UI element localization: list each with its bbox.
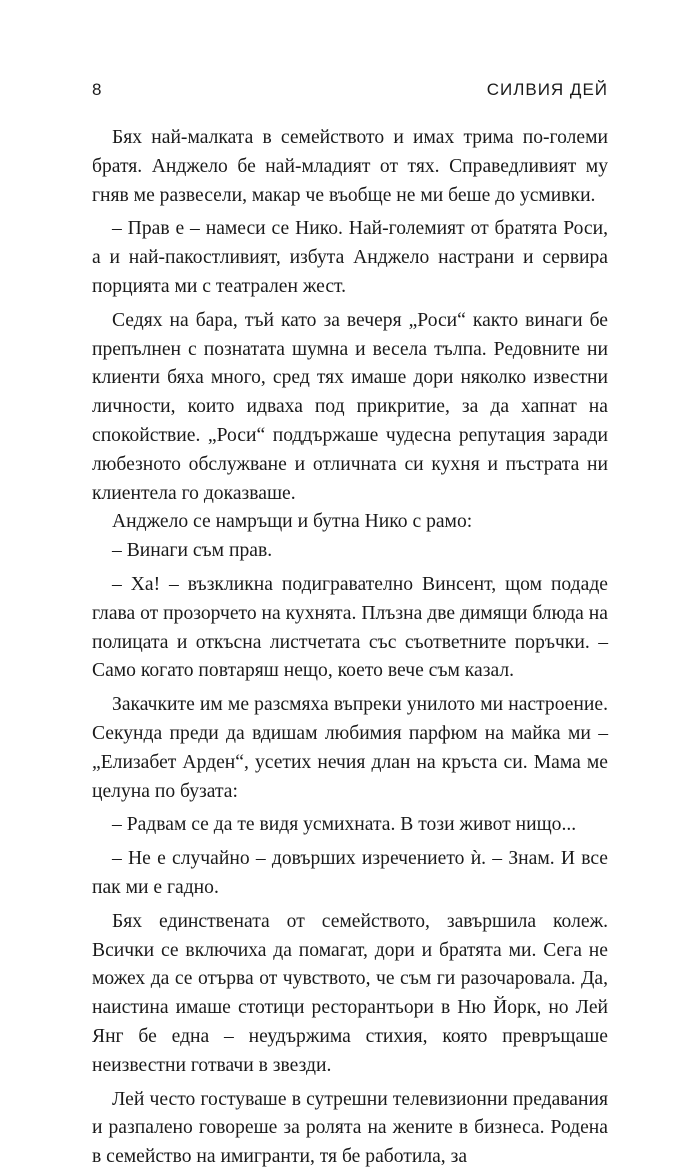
paragraph: Бях най-малката в семейството и имах трима по-големи братя. Анджело бе най-младият от тях. Справедливият му гняв ме развесели, макар че въобще не ми беше до усмивки. [92, 127, 608, 206]
paragraph: Седях на бара, тъй като за вечеря „Роси“ както винаги бе препълнен с познатата шумна и весела тълпа. Редовните ни клиенти бяха много, сред тях имаше дори няколко известни личности, които идваха под прикритие, за да хапнат на спокойствие. „Роси“ поддържаше чудесна репутация заради любезното обслужване и отличната си кухня и пъстрата ни клиентела го доказваше. [92, 309, 608, 504]
paragraph: Закачките им ме разсмяха въпреки унилото ми настроение. Секунда преди да вдишам любимия парфюм на майка ми – „Елизабет Арден“, усетих нечия длан на кръста си. Мама ме целуна по бузата: [92, 694, 608, 802]
page-number: 8 [92, 80, 103, 99]
paragraph: – Прав е – намеси се Нико. Най-големият от братята Роси, а и най-пакостливият, избута Анджело настрани и сервира порцията ми с театрален жест. [92, 218, 608, 297]
running-head [92, 80, 608, 108]
paragraph: – Радвам се да те видя усмихната. В този живот нищо... [112, 814, 577, 836]
paragraph: Бях единствената от семейството, завършила колеж. Всички се включиха да помагат, дори и братята ми. Сега не можех да се отърва от чувството, че съм ги разочаровала. Да, наистина имаше стотици ресторантьори в Ню Йорк, но Лей Янг бе една – неудържима стихия, която превръщаше неизвестни готвачи в звезди. [92, 910, 608, 1076]
body-text [92, 124, 608, 1172]
paragraph: Лей често гостуваше в сутрешни телевизионни предавания и разпалено говореше за ролята на жените в бизнеса. Родена в семейство на имигранти, тя бе работила, за [92, 1088, 608, 1168]
paragraph: – Не е случайно – довърших изречението ѝ. – Знам. И все пак ми е гадно. [92, 848, 608, 898]
author-name: СИЛВИЯ ДЕЙ [486, 80, 608, 99]
paragraph: Анджело се намръщи и бутна Нико с рамо: [112, 511, 473, 533]
paragraph: – Винаги съм прав. [112, 540, 273, 562]
paragraph: – Ха! – възкликна подигравателно Винсент, щом подаде глава от прозорчето на кухнята. Плъзна две димящи блюда на полицата и откъсна листчетата със съответните поръчки. – Само когато повтаряш нещо, което вече съм казал. [92, 573, 608, 682]
